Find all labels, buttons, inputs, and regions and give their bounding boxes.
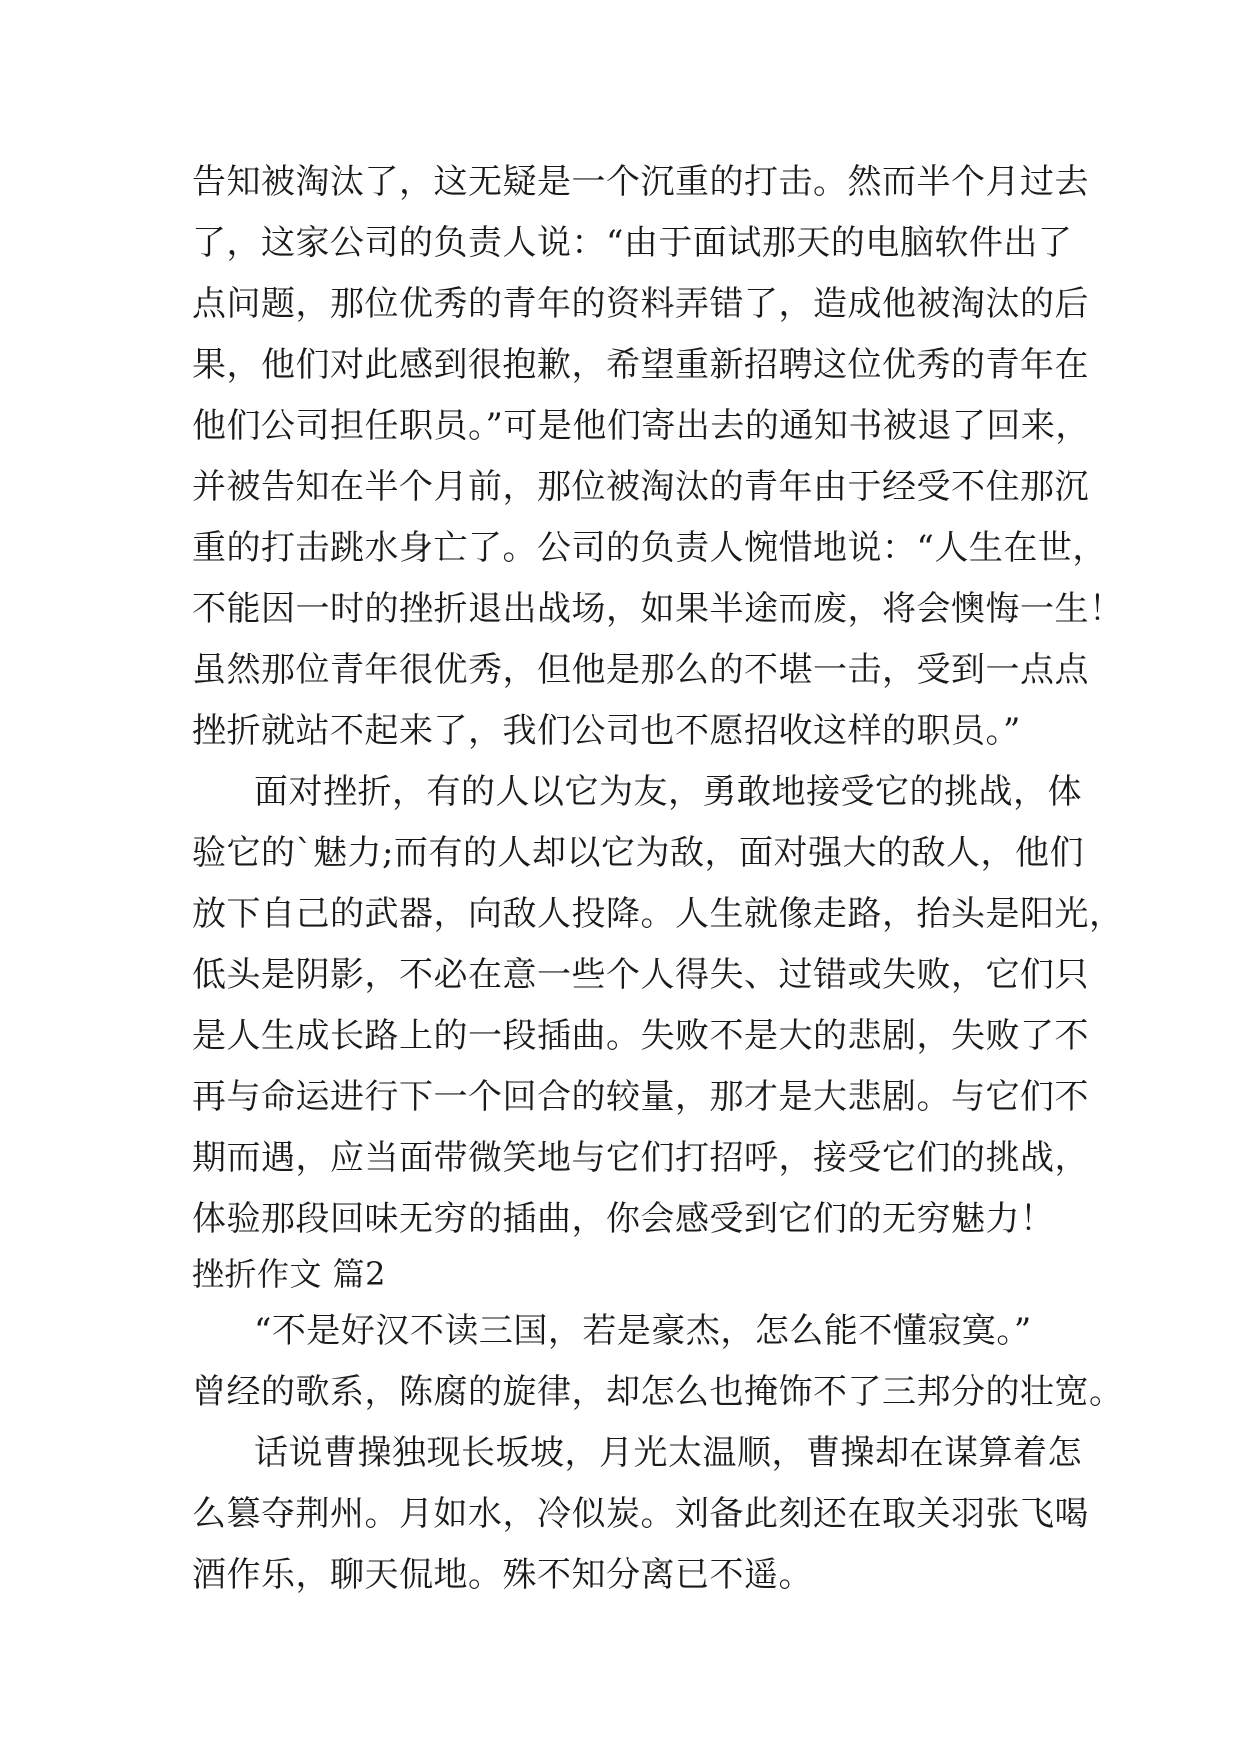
paragraph-line: 重的打击跳水身亡了。公司的负责人惋惜地说：“人生在世， (192, 528, 1107, 568)
paragraph-line: 挫折就站不起来了，我们公司也不愿招收这样的职员。” (192, 711, 1021, 751)
paragraph-line: 并被告知在半个月前，那位被淘汰的青年由于经受不住那沉 (192, 467, 1089, 507)
paragraph-line: 期而遇，应当面带微笑地与它们打招呼，接受它们的挑战， (192, 1138, 1089, 1178)
paragraph-line: 么篡夺荆州。月如水，冷似炭。刘备此刻还在取关羽张飞喝 (192, 1494, 1089, 1534)
paragraph-line: 酒作乐，聊天侃地。殊不知分离已不遥。 (192, 1555, 813, 1595)
paragraph-line: 点问题，那位优秀的青年的资料弄错了，造成他被淘汰的后 (192, 284, 1089, 324)
paragraph-line: 虽然那位青年很优秀，但他是那么的不堪一击，受到一点点 (192, 650, 1089, 690)
paragraph-line: 了，这家公司的负责人说：“由于面试那天的电脑软件出了 (192, 223, 1073, 263)
paragraph-line: 话说曹操独现长坂坡，月光太温顺，曹操却在谋算着怎 (254, 1433, 1082, 1473)
paragraph-line: 果，他们对此感到很抱歉，希望重新招聘这位优秀的青年在 (192, 345, 1089, 385)
paragraph-line: 不能因一时的挫折退出战场，如果半途而废，将会懊悔一生！ (192, 589, 1124, 629)
paragraph-line: 低头是阴影，不必在意一些个人得失、过错或失败，它们只 (192, 955, 1089, 995)
section-heading: 挫折作文 篇2 (192, 1255, 387, 1293)
paragraph-line: 放下自己的武器，向敌人投降。人生就像走路，抬头是阳光， (192, 894, 1124, 934)
paragraph-line: “不是好汉不读三国，若是豪杰，怎么能不懂寂寞。” (254, 1311, 1032, 1351)
paragraph-line: 验它的`魅力;而有的人却以它为敌，面对强大的敌人，他们 (192, 833, 1084, 873)
paragraph-line: 是人生成长路上的一段插曲。失败不是大的悲剧，失败了不 (192, 1016, 1089, 1056)
paragraph-line: 再与命运进行下一个回合的较量，那才是大悲剧。与它们不 (192, 1077, 1089, 1117)
paragraph-line: 面对挫折，有的人以它为友，勇敢地接受它的挑战，体 (254, 772, 1082, 812)
paragraph-line: 体验那段回味无穷的插曲，你会感受到它们的无穷魅力！ (192, 1199, 1055, 1239)
paragraph-line: 告知被淘汰了，这无疑是一个沉重的打击。然而半个月过去 (192, 162, 1089, 202)
paragraph-line: 他们公司担任职员。”可是他们寄出去的通知书被退了回来， (192, 406, 1090, 446)
paragraph-line: 曾经的歌系，陈腐的旋律，却怎么也掩饰不了三邦分的壮宽。 (192, 1372, 1124, 1412)
